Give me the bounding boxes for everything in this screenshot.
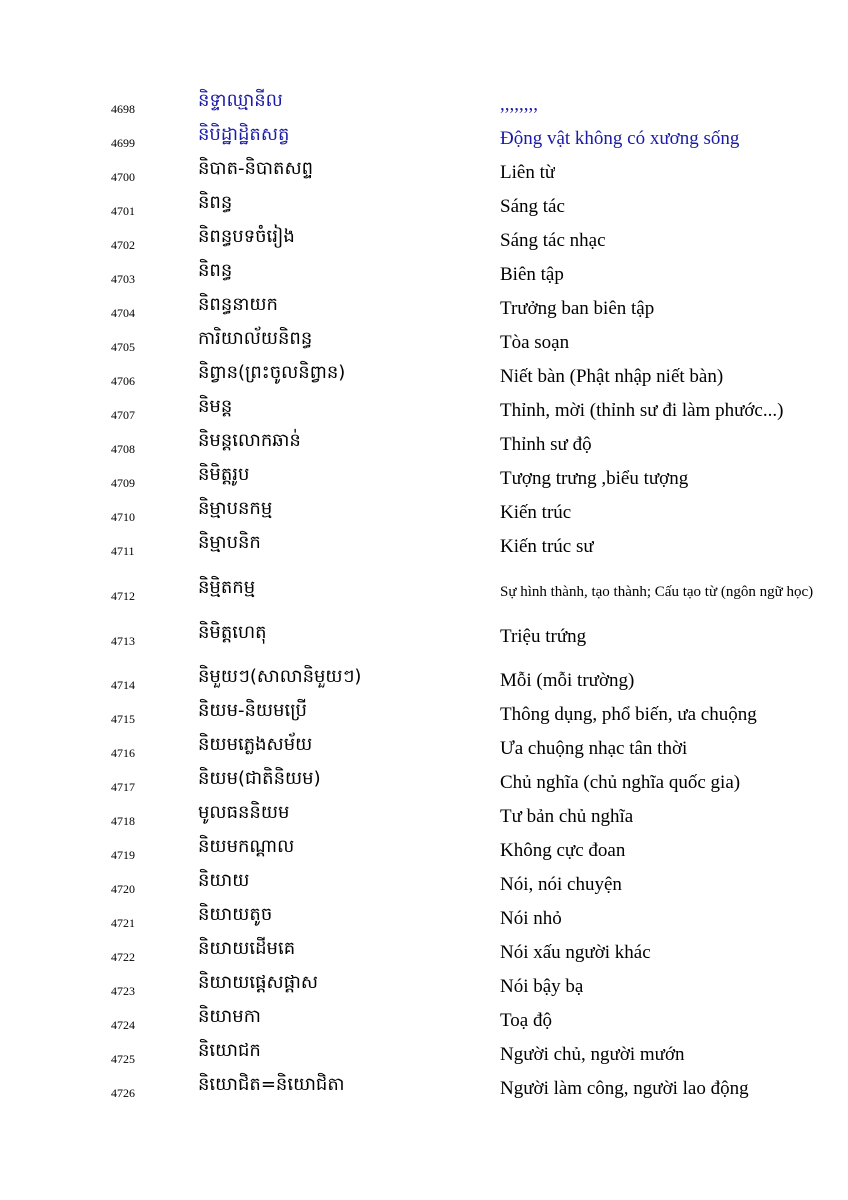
entry-number: 4700	[111, 170, 135, 184]
vietnamese-translation: Nói, nói chuyện	[500, 874, 622, 895]
vietnamese-translation: Biên tập	[500, 264, 564, 285]
dictionary-entry	[0, 1040, 848, 1070]
entry-number: 4720	[111, 882, 135, 896]
khmer-term: និមន្ត	[198, 396, 233, 417]
dictionary-entry	[0, 498, 848, 528]
dictionary-entry	[0, 260, 848, 290]
vietnamese-translation: Tư bản chủ nghĩa	[500, 806, 634, 827]
dictionary-entry	[0, 972, 848, 1002]
khmer-term: និម្មិតកម្ម	[198, 577, 256, 598]
entry-number: 4717	[111, 780, 135, 794]
vietnamese-translation: Tòa soạn	[500, 332, 570, 353]
dictionary-entry	[0, 870, 848, 900]
khmer-term: និយាយផ្តេសផ្តាស	[198, 972, 318, 993]
vietnamese-translation: Thỉnh sư độ	[500, 434, 592, 455]
khmer-term: និយាយ	[198, 870, 250, 891]
vietnamese-translation: Sáng tác	[500, 196, 565, 217]
khmer-term: និយាមកា	[198, 1006, 261, 1027]
vietnamese-translation: Tượng trưng ,biểu tượng	[500, 468, 689, 489]
entry-number: 4699	[111, 136, 135, 150]
entry-number: 4719	[111, 848, 135, 862]
khmer-term: និពន្ធ	[198, 192, 233, 213]
dictionary-entry	[0, 124, 848, 154]
khmer-term: និបាត-និបាតសព្ទ	[198, 158, 314, 179]
dictionary-entry	[0, 226, 848, 256]
khmer-term: និយោជិត=និយោជិតា	[198, 1074, 345, 1095]
vietnamese-translation: Triệu trứng	[500, 626, 587, 647]
entry-number: 4704	[111, 306, 135, 320]
dictionary-entry	[0, 700, 848, 730]
khmer-term: និពន្ធនាយក	[198, 294, 278, 315]
vietnamese-translation: Không cực đoan	[500, 840, 626, 861]
vietnamese-translation: Liên từ	[500, 162, 556, 183]
entry-number: 4711	[111, 544, 135, 558]
khmer-term: ការិយាល័យនិពន្ធ	[198, 328, 313, 349]
khmer-term: និយម(ជាតិនិយម)	[198, 768, 321, 789]
entry-number: 4713	[111, 634, 135, 648]
dictionary-entry	[0, 294, 848, 324]
entry-number: 4706	[111, 374, 135, 388]
dictionary-entry	[0, 158, 848, 188]
khmer-term: និពន្ធបទចំរៀង	[198, 226, 295, 247]
dictionary-entry	[0, 1006, 848, 1036]
khmer-term: និព្វាន(ព្រះចូលនិព្វាន)	[198, 362, 346, 383]
entry-number: 4698	[111, 102, 135, 116]
khmer-term: និយមកណ្តាល	[198, 836, 295, 857]
entry-number: 4707	[111, 408, 135, 422]
dictionary-entry	[0, 328, 848, 358]
vietnamese-translation: Trưởng ban biên tập	[500, 298, 655, 319]
vietnamese-translation: Nói xấu người khác	[500, 942, 651, 963]
entry-number: 4726	[111, 1086, 135, 1100]
vietnamese-translation: Người chủ, người mướn	[500, 1044, 685, 1065]
entry-number: 4708	[111, 442, 135, 456]
entry-number: 4716	[111, 746, 135, 760]
entry-number: 4721	[111, 916, 135, 930]
dictionary-entry	[0, 396, 848, 426]
entry-number: 4714	[111, 678, 135, 692]
vietnamese-translation: Mỗi (mỗi trường)	[500, 670, 635, 691]
khmer-term: និម្មាបនកម្ម	[198, 498, 273, 519]
dictionary-entry	[0, 430, 848, 460]
vietnamese-translation: Kiến trúc	[500, 502, 572, 523]
dictionary-entry	[0, 577, 848, 607]
vietnamese-translation: Niết bàn (Phật nhập niết bàn)	[500, 366, 724, 387]
khmer-term: និយាយតូច	[198, 904, 273, 925]
dictionary-entry	[0, 464, 848, 494]
khmer-term: និបិដ្ឋាដ្ឋិតសត្វ	[198, 124, 290, 145]
vietnamese-translation: Thỉnh, mời (thỉnh sư đi làm phước...)	[500, 400, 784, 421]
entry-number: 4722	[111, 950, 135, 964]
entry-number: 4723	[111, 984, 135, 998]
khmer-term: មូលធននិយម	[198, 802, 290, 823]
entry-number: 4718	[111, 814, 135, 828]
vietnamese-translation: Sự hình thành, tạo thành; Cấu tạo từ (ngôn ngữ học)	[500, 584, 814, 600]
dictionary-entry	[0, 666, 848, 696]
dictionary-entry	[0, 802, 848, 832]
entry-number: 4701	[111, 204, 135, 218]
entry-number: 4703	[111, 272, 135, 286]
vietnamese-translation: Ưa chuộng nhạc tân thời	[500, 738, 688, 759]
dictionary-entry	[0, 362, 848, 392]
entry-number: 4724	[111, 1018, 135, 1032]
vietnamese-translation: ,,,,,,,,	[500, 94, 538, 115]
khmer-term: និមួយៗ(សាលានិមួយៗ)	[198, 666, 362, 687]
dictionary-entry	[0, 90, 848, 120]
khmer-term: និម្មាបនិក	[198, 532, 261, 553]
dictionary-entry	[0, 768, 848, 798]
khmer-term: និមិត្តហេតុ	[198, 622, 267, 643]
vietnamese-translation: Người làm công, người lao động	[500, 1078, 749, 1099]
entry-number: 4715	[111, 712, 135, 726]
vietnamese-translation: Sáng tác nhạc	[500, 230, 606, 251]
vietnamese-translation: Kiến trúc sư	[500, 536, 594, 557]
khmer-term: និមន្តលោកឆាន់	[198, 430, 301, 451]
khmer-term: និយាយដើមគេ	[198, 938, 296, 959]
vietnamese-translation: Thông dụng, phổ biến, ưa chuộng	[500, 704, 757, 725]
dictionary-entry	[0, 192, 848, 222]
khmer-term: និយោជក	[198, 1040, 261, 1061]
dictionary-entry	[0, 734, 848, 764]
dictionary-entry	[0, 836, 848, 866]
entry-number: 4710	[111, 510, 135, 524]
entry-number: 4709	[111, 476, 135, 490]
vietnamese-translation: Chủ nghĩa (chủ nghĩa quốc gia)	[500, 772, 741, 793]
khmer-term: និទ្ទាឈ្មានីល	[198, 90, 283, 111]
khmer-term: និពន្ធ	[198, 260, 233, 281]
vietnamese-translation: Toạ độ	[500, 1010, 552, 1031]
dictionary-entry	[0, 1074, 848, 1104]
entry-number: 4712	[111, 589, 135, 603]
entry-number: 4702	[111, 238, 135, 252]
vietnamese-translation: Nói bậy bạ	[500, 976, 584, 997]
dictionary-entry	[0, 622, 848, 652]
khmer-term: និមិត្តរូប	[198, 464, 250, 485]
entry-number: 4725	[111, 1052, 135, 1066]
dictionary-entry	[0, 904, 848, 934]
khmer-term: និយមភ្លេងសម័យ	[198, 734, 313, 755]
dictionary-entry	[0, 938, 848, 968]
vietnamese-translation: Nói nhỏ	[500, 908, 562, 929]
entry-number: 4705	[111, 340, 135, 354]
vietnamese-translation: Động vật không có xương sống	[500, 128, 740, 149]
khmer-term: និយម-និយមប្រើ	[198, 700, 307, 721]
dictionary-entry	[0, 532, 848, 562]
